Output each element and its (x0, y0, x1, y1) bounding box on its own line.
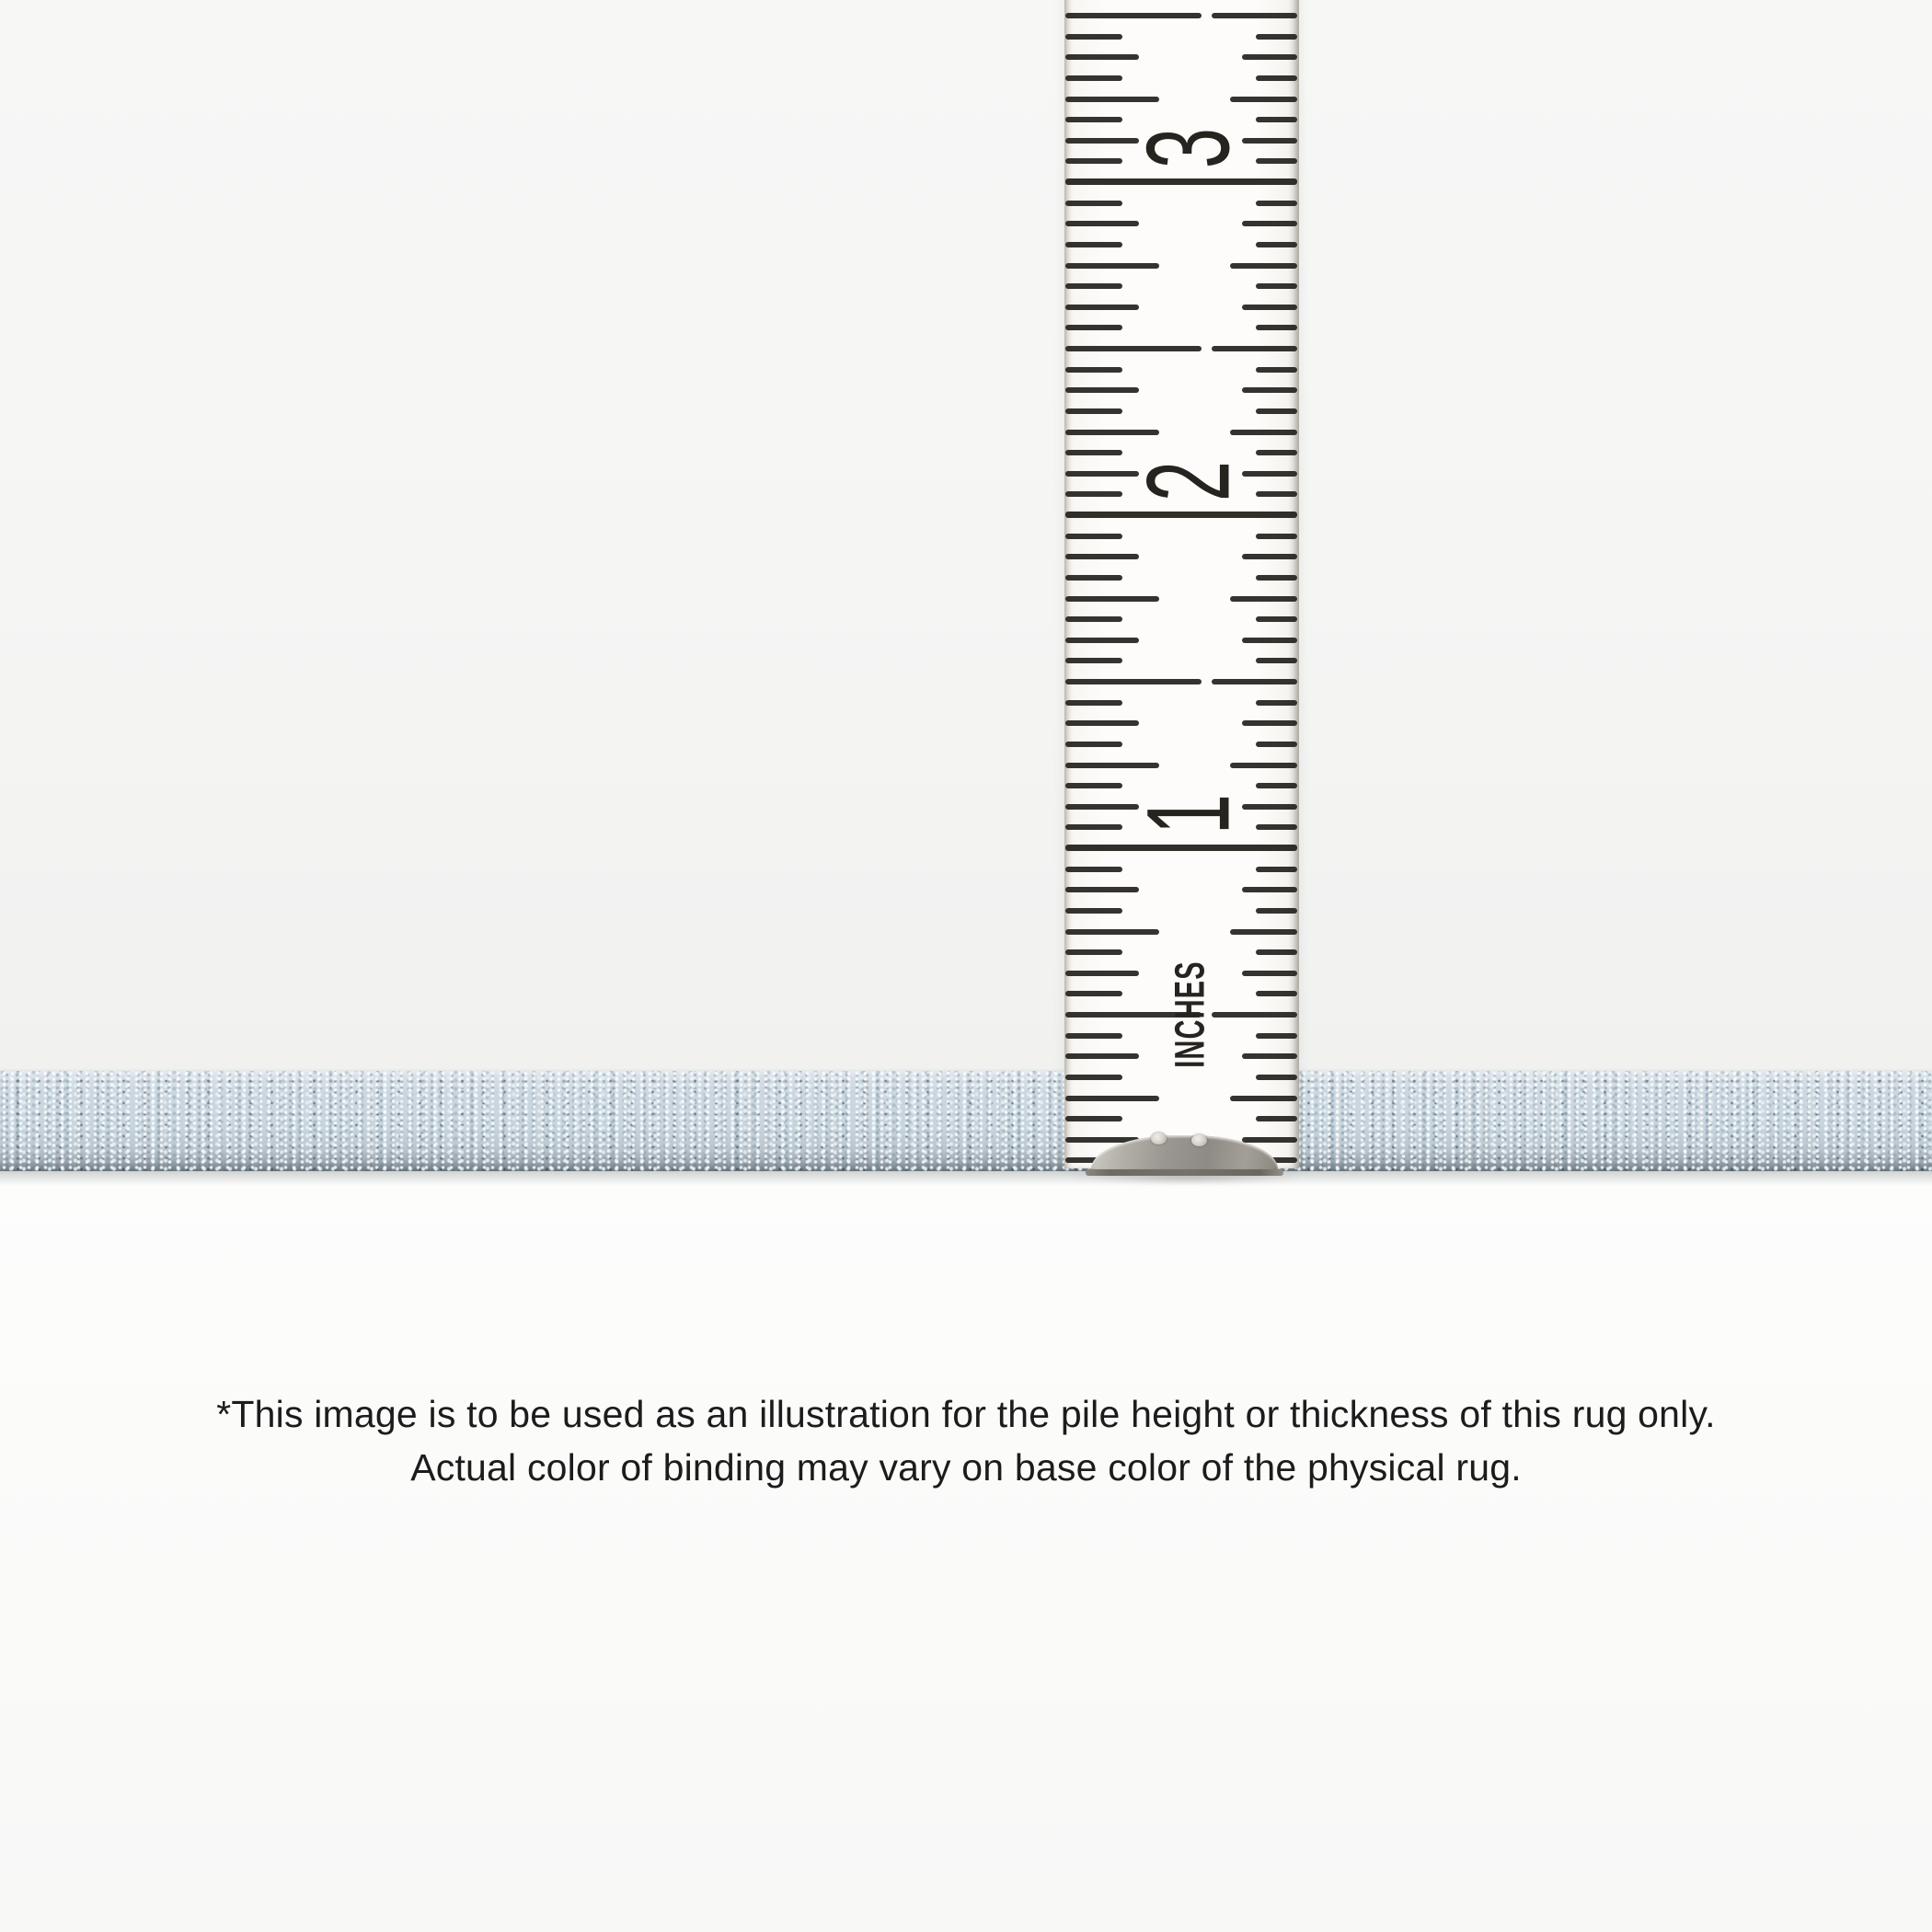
rivet-icon (1191, 1134, 1207, 1146)
tape-measure (1064, 0, 1299, 1168)
ruler-tick (1065, 346, 1202, 351)
ruler-tick (1065, 325, 1122, 330)
inch-label-3-text: 3 (1123, 127, 1255, 169)
inch-label-1 (1125, 759, 1254, 869)
ruler-tick (1212, 13, 1297, 18)
ruler-tick (1256, 824, 1297, 830)
caption-line-1: *This image is to be used as an illustration for the pile height or thickness of this rug only. (216, 1393, 1716, 1435)
ruler-tick (1065, 387, 1139, 393)
ruler-tick (1065, 596, 1159, 602)
ruler-tick (1256, 408, 1297, 414)
ruler-tick (1256, 534, 1297, 539)
ruler-tick (1065, 742, 1122, 747)
rivet-icon (1151, 1133, 1167, 1144)
ruler-tick (1065, 34, 1122, 40)
ruler-tick (1212, 346, 1297, 351)
ruler-tick (1065, 450, 1122, 455)
ruler-unit-text: INCHES (1166, 960, 1213, 1068)
ruler-tick (1065, 679, 1202, 684)
ruler-tick (1230, 263, 1297, 269)
ruler-tick (1256, 158, 1297, 164)
ruler-tick (1065, 534, 1122, 539)
ruler-tick (1256, 75, 1297, 81)
ruler-tick (1242, 305, 1297, 310)
ruler-tick (1256, 616, 1297, 622)
floor (0, 1171, 1932, 1932)
ruler-tick (1256, 742, 1297, 747)
ruler-tick (1256, 242, 1297, 247)
ruler-tick (1065, 305, 1139, 310)
ruler-tick (1065, 720, 1139, 726)
ruler-tick (1256, 367, 1297, 373)
ruler-tick (1242, 887, 1297, 892)
ruler-tick (1065, 575, 1122, 581)
ruler-tick (1065, 221, 1139, 226)
ruler-tick (1065, 887, 1139, 892)
ruler-tick (1065, 616, 1122, 622)
ruler-tick (1212, 679, 1297, 684)
ruler-tick (1065, 554, 1139, 559)
inch-label-2-text: 2 (1123, 460, 1255, 502)
caption-line-2: Actual color of binding may vary on base color of the physical rug. (410, 1446, 1522, 1489)
ruler-tick (1256, 867, 1297, 872)
ruler-tick (1256, 700, 1297, 706)
ruler-tick (1256, 575, 1297, 581)
inch-label-2 (1125, 426, 1254, 536)
ruler-tick (1065, 117, 1122, 122)
ruler-tick (1230, 596, 1297, 602)
ruler-tick (1256, 283, 1297, 289)
ruler-tick (1242, 221, 1297, 226)
ruler-tick (1242, 54, 1297, 60)
ruler-tick (1256, 325, 1297, 330)
inch-label-1-text: 1 (1123, 793, 1255, 835)
ruler-tick (1256, 658, 1297, 663)
clip-base-edge (1086, 1169, 1283, 1176)
ruler-tick (1065, 263, 1159, 269)
ruler-tick (1256, 117, 1297, 122)
ruler-tick (1065, 638, 1139, 643)
clip-dome (1091, 1135, 1278, 1173)
ruler-tick (1065, 201, 1122, 206)
ruler-tick (1242, 387, 1297, 393)
ruler-unit-label (1079, 903, 1300, 1124)
ruler-tick (1065, 824, 1122, 830)
ruler-tick (1242, 720, 1297, 726)
rug-side-profile (0, 1071, 1932, 1171)
ruler-tick (1242, 554, 1297, 559)
ruler-end-clip (1086, 1135, 1283, 1176)
ruler-tick (1242, 638, 1297, 643)
ruler-tick (1256, 450, 1297, 455)
caption (0, 1387, 1932, 1494)
rug-floor-shadow (0, 1171, 1932, 1186)
ruler-tick (1065, 13, 1202, 18)
ruler-tick (1065, 491, 1122, 497)
ruler-tick (1065, 408, 1122, 414)
ruler-tick (1065, 158, 1122, 164)
ruler-tick (1256, 783, 1297, 788)
ruler-tick (1065, 367, 1122, 373)
ruler-tick (1065, 783, 1122, 788)
ruler-tick (1256, 491, 1297, 497)
ruler-tick (1065, 54, 1139, 60)
ruler-tick (1065, 75, 1122, 81)
ruler-tick (1256, 34, 1297, 40)
inch-label-3 (1125, 93, 1254, 203)
ruler-tick (1065, 700, 1122, 706)
ruler-tick (1065, 658, 1122, 663)
ruler-tick (1065, 242, 1122, 247)
ruler-tick (1256, 201, 1297, 206)
ruler-tick (1065, 867, 1122, 872)
ruler-tick (1065, 283, 1122, 289)
